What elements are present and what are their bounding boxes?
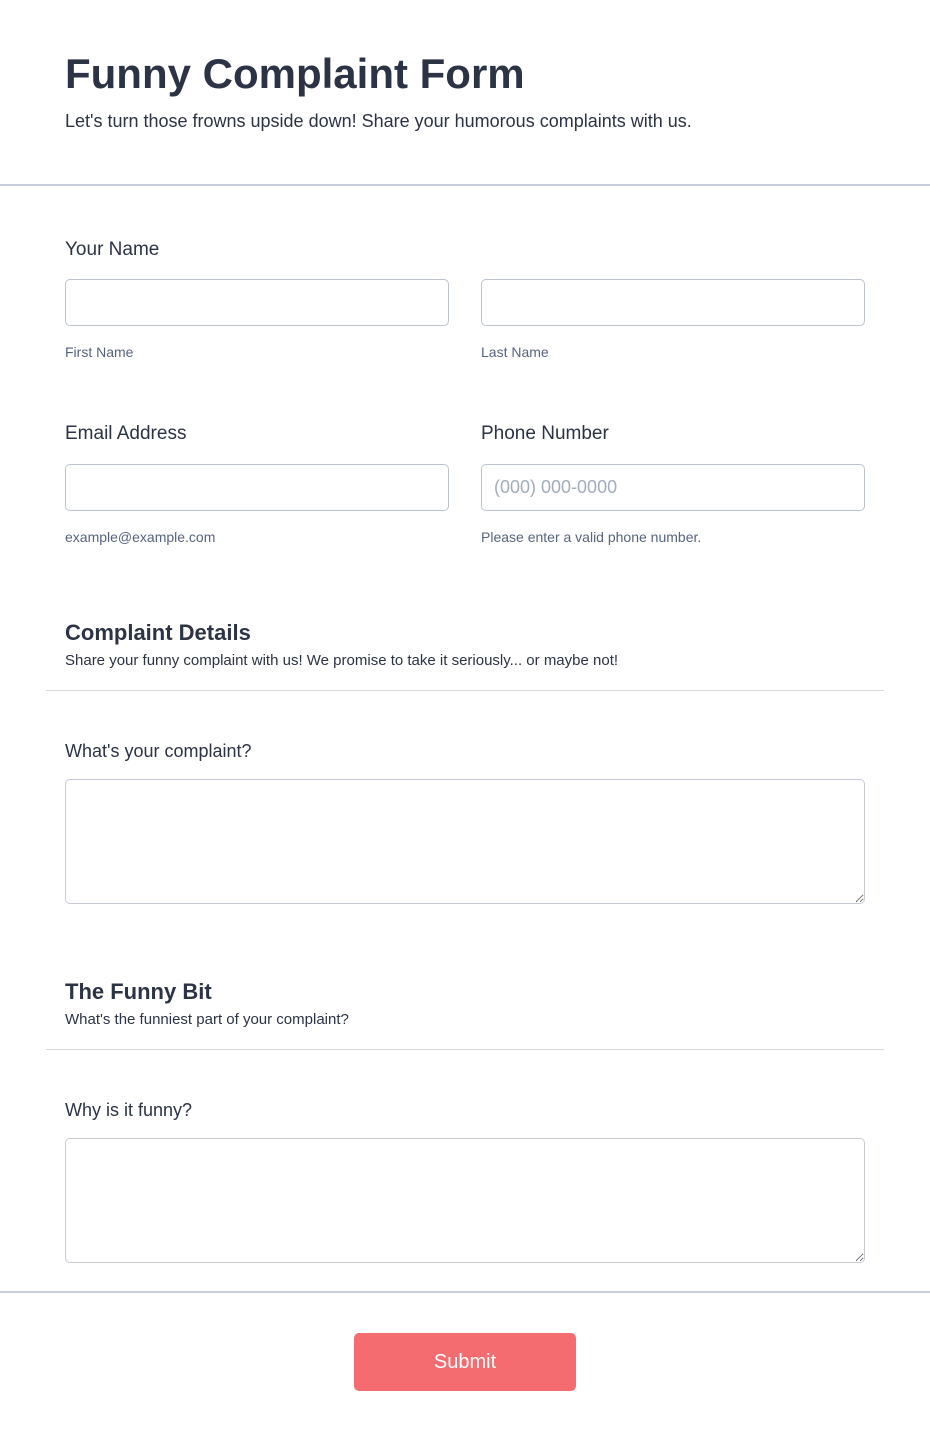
name-inputs-row [65,279,865,360]
submit-row [0,1293,930,1441]
complaint-section-title: Complaint Details [65,620,251,645]
name-field-label: Your Name [65,239,160,260]
submit-button[interactable]: Submit [354,1333,576,1391]
form-header [0,0,930,186]
funny-section-header [65,978,865,1050]
form-subtitle: Let's turn those frowns upside down! Share your humorous complaints with us. [65,111,692,131]
first-name-input[interactable] [65,279,449,326]
complaint-section-divider [46,690,884,691]
phone-field-label: Phone Number [481,423,609,444]
phone-column [481,464,865,545]
funny-section-divider [46,1049,884,1050]
complaint-question-label: What's your complaint? [65,741,252,761]
funny-question-label: Why is it funny? [65,1100,193,1120]
email-field-label: Email Address [65,423,187,444]
email-phone-inputs-row [65,464,865,545]
phone-hint: Please enter a valid phone number. [481,529,702,545]
funny-section-title: The Funny Bit [65,979,212,1004]
complaint-section-subtitle: Share your funny complaint with us! We promise to take it seriously... or maybe not! [65,652,619,669]
last-name-column [481,279,865,360]
email-input[interactable] [65,464,449,511]
complaint-section-header [65,619,865,691]
email-hint: example@example.com [65,529,216,545]
funny-section-subtitle: What's the funniest part of your complaint? [65,1011,349,1028]
first-name-column [65,279,449,360]
phone-input[interactable] [481,464,865,511]
funny-textarea[interactable] [65,1138,865,1263]
complaint-textarea[interactable] [65,779,865,904]
form-body [0,238,930,1263]
form-title: Funny Complaint Form [65,50,525,97]
last-name-sublabel: Last Name [481,344,549,360]
email-column [65,464,449,545]
last-name-input[interactable] [481,279,865,326]
first-name-sublabel: First Name [65,344,134,360]
email-phone-labels-row [65,422,865,446]
